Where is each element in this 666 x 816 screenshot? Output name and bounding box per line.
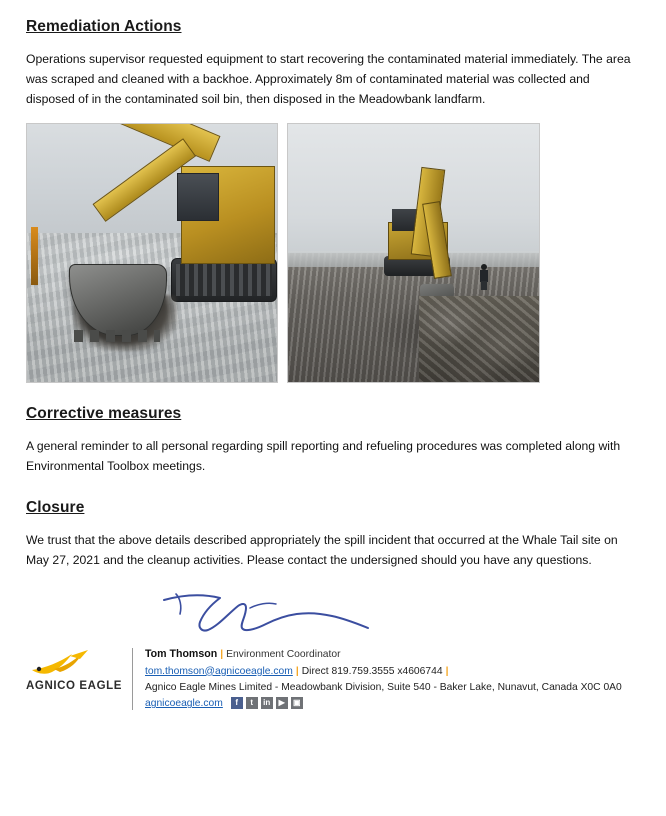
contact-name: Tom Thomson xyxy=(145,648,218,661)
footer-divider xyxy=(132,648,133,710)
website-link[interactable]: agnicoeagle.com xyxy=(145,698,223,710)
contact-details xyxy=(145,646,622,712)
logo-wordmark: AGNICO EAGLE xyxy=(26,680,123,693)
section-heading-corrective-measures: Corrective measures xyxy=(26,405,182,423)
section-heading-closure: Closure xyxy=(26,498,85,516)
section-heading-remediation-actions: Remediation Actions xyxy=(26,18,182,35)
facebook-icon[interactable]: f xyxy=(231,697,243,709)
email-link[interactable]: tom.thomson@agnicoeagle.com xyxy=(145,665,293,677)
social-icons xyxy=(231,697,303,709)
separator-3: | xyxy=(445,665,449,677)
signature-block xyxy=(26,646,638,712)
photo2-worker xyxy=(480,264,488,290)
contact-web-line xyxy=(145,696,622,712)
excavator-worker-photo xyxy=(287,123,540,383)
separator-1: | xyxy=(220,649,224,661)
eagle-icon xyxy=(26,648,122,678)
youtube-icon[interactable]: ▶ xyxy=(276,697,288,709)
linkedin-icon[interactable]: in xyxy=(261,697,273,709)
contact-role: Environment Coordinator xyxy=(226,649,341,661)
excavator-bucket-photo xyxy=(26,123,278,383)
agnico-eagle-logo xyxy=(26,646,122,692)
twitter-icon[interactable]: t xyxy=(246,697,258,709)
photo2-worker-legs xyxy=(481,281,487,290)
separator-2: | xyxy=(295,665,299,677)
paragraph-corrective-measures: A general reminder to all personal regarding spill reporting and refueling procedures was completed along with Environmental Toolbox meetings. xyxy=(26,439,621,474)
photo2-excavated-material xyxy=(419,296,539,382)
contact-phone: Direct 819.759.3555 x4606744 xyxy=(301,665,443,677)
photo1-excavator-track xyxy=(171,258,277,302)
contact-address: Agnico Eagle Mines Limited - Meadowbank Division, Suite 540 - Baker Lake, Nunavut, Canada X0C 0A0 xyxy=(145,681,622,693)
instagram-icon[interactable]: ▣ xyxy=(291,697,303,709)
contact-name-line xyxy=(145,646,622,663)
photo1-marker-post xyxy=(31,227,38,285)
signature-image xyxy=(146,588,638,642)
photo1-excavator-cab xyxy=(177,173,219,221)
paragraph-closure: We trust that the above details described appropriately the spill incident that occurred at the Whale Tail site on May 27, 2021 and the cleanup activities. Please contact the undersigned should you have any questions. xyxy=(26,532,618,567)
photo-row xyxy=(26,123,638,383)
contact-email-line xyxy=(145,664,622,680)
paragraph-remediation-actions: Operations supervisor requested equipment to start recovering the contaminated material immediately. The area was scraped and cleaned with a backhoe. Approximately 8m of contaminated material was collected and disposed of in the contaminated soil bin, then disposed in the Meadowbank landfarm. xyxy=(26,52,631,106)
